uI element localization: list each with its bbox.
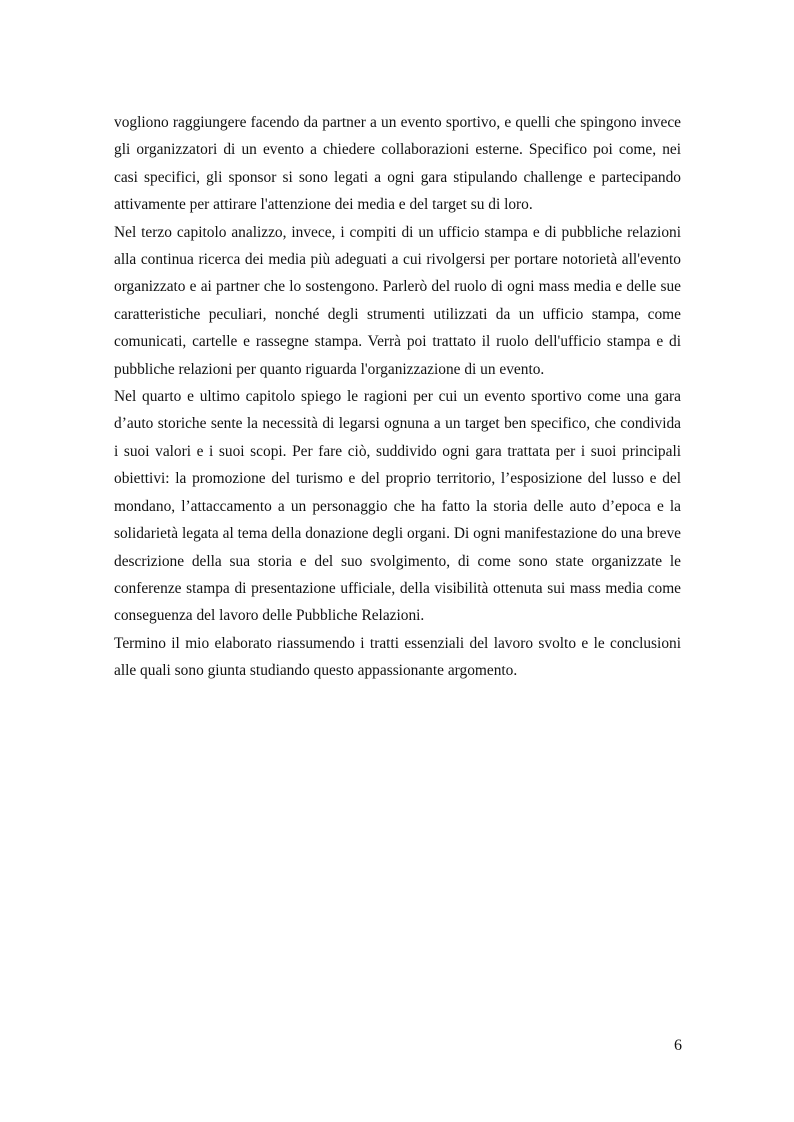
paragraph-sponsor-motivations: vogliono raggiungere facendo da partner a un evento sportivo, e quelli che spingono invece gli organizzatori di un evento a chiedere collaborazioni esterne. Specifico poi come, nei casi specifici, gli sponsor si sono legati a ogni gara stipulando challenge e partecipando attivamente per attirare l'attenzione dei media e del target su di loro. [114,114,681,214]
paragraph-third-chapter: Nel terzo capitolo analizzo, invece, i compiti di un ufficio stampa e di pubbliche relazioni alla continua ricerca dei media più adeguati a cui rivolgersi per portare notorietà all'evento organizzato e ai partner che lo sostengono. Parlerò del ruolo di ogni mass media e delle sue caratteristiche peculiari, nonché degli strumenti utilizzati da un ufficio stampa, come comunicati, cartelle e rassegne stampa. Verrà poi trattato il ruolo dell'ufficio stampa e di pubbliche relazioni per quanto riguarda l'organizzazione di un evento. [114,223,681,378]
page-number: 6 [674,1037,682,1054]
paragraph-conclusion: Termino il mio elaborato riassumendo i tratti essenziali del lavoro svolto e le conclusioni alle quali sono giunta studiando questo appassionante argomento. [114,634,681,680]
body-text [114,109,681,685]
paragraph-fourth-chapter: Nel quarto e ultimo capitolo spiego le ragioni per cui un evento sportivo come una gara d’auto storiche sente la necessità di legarsi ognuna a un target ben specifico, che condivida i suoi valori e i suoi scopi. Per fare ciò, suddivido ogni gara trattata per i suoi principali obiettivi: la promozione del turismo e del proprio territorio, l’esposizione del lusso e del mondano, l’attaccamento a un personaggio che ha fatto la storia delle auto d’epoca e la solidarietà legata al tema della donazione degli organi. Di ogni manifestazione do una breve descrizione della sua storia e del suo svolgimento, di come sono state organizzate le conferenze stampa di presentazione ufficiale, della visibilità ottenuta sui mass media come conseguenza del lavoro delle Pubbliche Relazioni. [114,388,681,625]
